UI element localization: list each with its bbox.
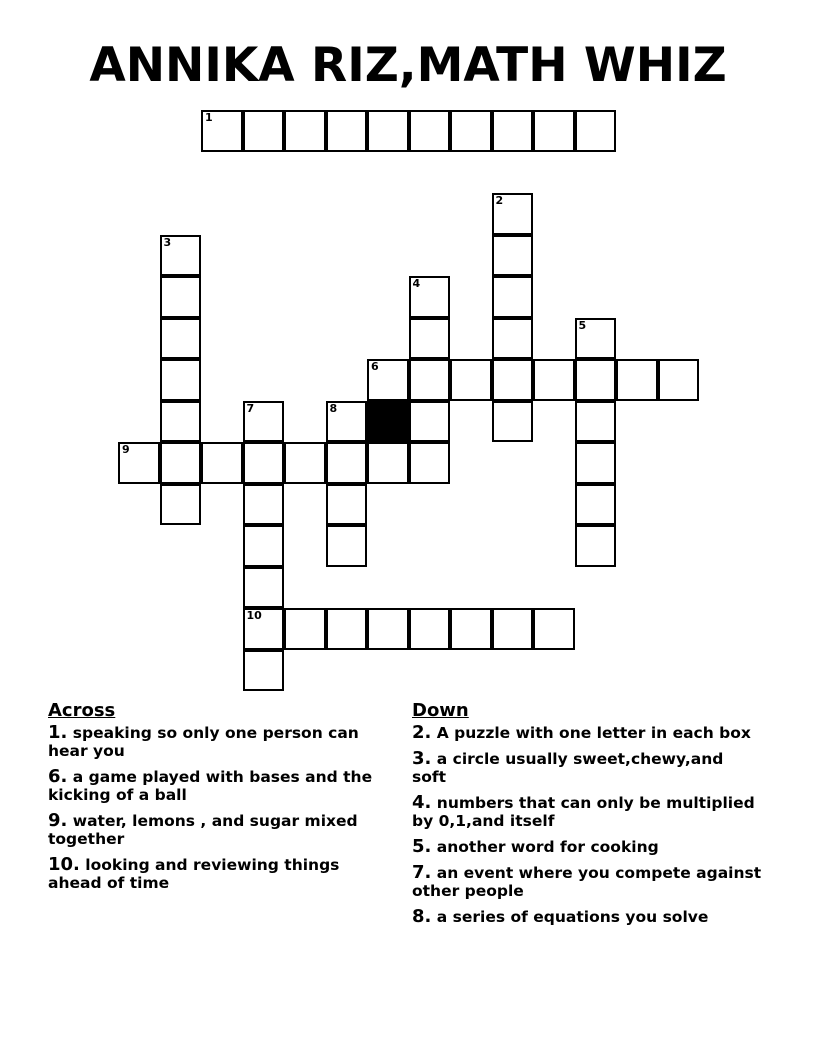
grid-cell[interactable] (492, 193, 534, 235)
grid-cell[interactable] (492, 110, 534, 152)
grid-cell[interactable] (326, 442, 368, 484)
clue-number: 2 (495, 194, 504, 207)
grid-cell[interactable] (409, 608, 451, 650)
grid-cell[interactable] (367, 442, 409, 484)
grid-cell[interactable] (284, 442, 326, 484)
down-clue-2: 2. A puzzle with one letter in each box (412, 722, 751, 743)
grid-cell[interactable] (409, 318, 451, 360)
down-clue-8: 8. a series of equations you solve (412, 906, 709, 927)
across-clues (48, 700, 398, 900)
grid-cell[interactable] (575, 484, 617, 526)
grid-cell[interactable] (284, 110, 326, 152)
clue-number: 4 (412, 277, 421, 290)
grid-cell[interactable] (575, 401, 617, 443)
across-clue-10: 10. looking and reviewing things ahead of time (48, 854, 340, 892)
grid-cell[interactable] (575, 110, 617, 152)
grid-cell[interactable] (326, 484, 368, 526)
grid-cell[interactable] (284, 608, 326, 650)
across-clue-1: 1. speaking so only one person can hear you (48, 722, 359, 760)
grid-cell[interactable] (243, 401, 285, 443)
grid-cell[interactable] (160, 235, 202, 277)
grid-cell[interactable] (575, 318, 617, 360)
grid-cell[interactable] (243, 525, 285, 567)
grid-cell[interactable] (326, 110, 368, 152)
grid-cell[interactable] (326, 401, 368, 443)
grid-cell[interactable] (160, 401, 202, 443)
across-clue-6: 6. a game played with bases and the kicking of a ball (48, 766, 373, 804)
grid-cell[interactable] (409, 359, 451, 401)
grid-cell[interactable] (450, 110, 492, 152)
grid-cell[interactable] (575, 442, 617, 484)
down-clue-4: 4. numbers that can only be multiplied by 0,1,and itself (412, 792, 755, 830)
grid-cell[interactable] (243, 650, 285, 692)
grid-cell[interactable] (160, 276, 202, 318)
grid-cell[interactable] (243, 110, 285, 152)
grid-cell[interactable] (409, 276, 451, 318)
clue-number: 6 (371, 360, 379, 373)
grid-cell[interactable] (575, 525, 617, 567)
grid-cell[interactable] (492, 401, 534, 443)
grid-cell[interactable] (367, 359, 409, 401)
grid-cell[interactable] (201, 442, 243, 484)
grid-cell[interactable] (575, 359, 617, 401)
down-clue-7: 7. an event where you compete against other people (412, 862, 762, 900)
across-clue-9: 9. water, lemons , and sugar mixed together (48, 810, 358, 848)
down-clues (412, 700, 762, 934)
grid-cell[interactable] (492, 235, 534, 277)
grid-cell[interactable] (160, 484, 202, 526)
grid-cell[interactable] (243, 442, 285, 484)
grid-cell[interactable] (450, 608, 492, 650)
clue-number: 5 (578, 318, 587, 332)
grid-cell[interactable] (326, 525, 368, 567)
grid-cell[interactable] (616, 359, 658, 401)
grid-cell[interactable] (450, 359, 492, 401)
clue-number: 8 (329, 401, 338, 415)
clue-number: 10 (246, 609, 262, 622)
grid-cell[interactable] (409, 110, 451, 152)
grid-cell[interactable] (160, 442, 202, 484)
clue-number: 7 (246, 401, 255, 415)
across-heading: Across (48, 700, 116, 721)
grid-cell[interactable] (409, 401, 451, 443)
clue-number: 9 (122, 443, 130, 456)
grid-cell[interactable] (492, 359, 534, 401)
grid-cell[interactable] (533, 110, 575, 152)
grid-cell[interactable] (160, 359, 202, 401)
grid-cell[interactable] (118, 442, 160, 484)
puzzle-title: ANNIKA RIZ,MATH WHIZ (89, 38, 727, 93)
grid-cell[interactable] (533, 608, 575, 650)
grid-cell[interactable] (243, 608, 285, 650)
grid-cell[interactable] (492, 276, 534, 318)
clue-number: 1 (205, 111, 213, 124)
grid-cell[interactable] (243, 484, 285, 526)
down-heading: Down (412, 700, 469, 721)
grid-cell[interactable] (326, 608, 368, 650)
down-clue-5: 5. another word for cooking (412, 836, 659, 857)
grid-cell[interactable] (367, 110, 409, 152)
grid-cell[interactable] (492, 318, 534, 360)
grid-cell[interactable] (201, 110, 243, 152)
clue-number: 3 (163, 235, 172, 249)
down-clue-3: 3. a circle usually sweet,chewy,and soft (412, 748, 724, 786)
grid-cell[interactable] (160, 318, 202, 360)
black-square (367, 401, 409, 443)
grid-cell[interactable] (533, 359, 575, 401)
grid-cell[interactable] (243, 567, 285, 609)
grid-cell[interactable] (409, 442, 451, 484)
grid-cell[interactable] (492, 608, 534, 650)
grid-cell[interactable] (658, 359, 700, 401)
grid-cell[interactable] (367, 608, 409, 650)
